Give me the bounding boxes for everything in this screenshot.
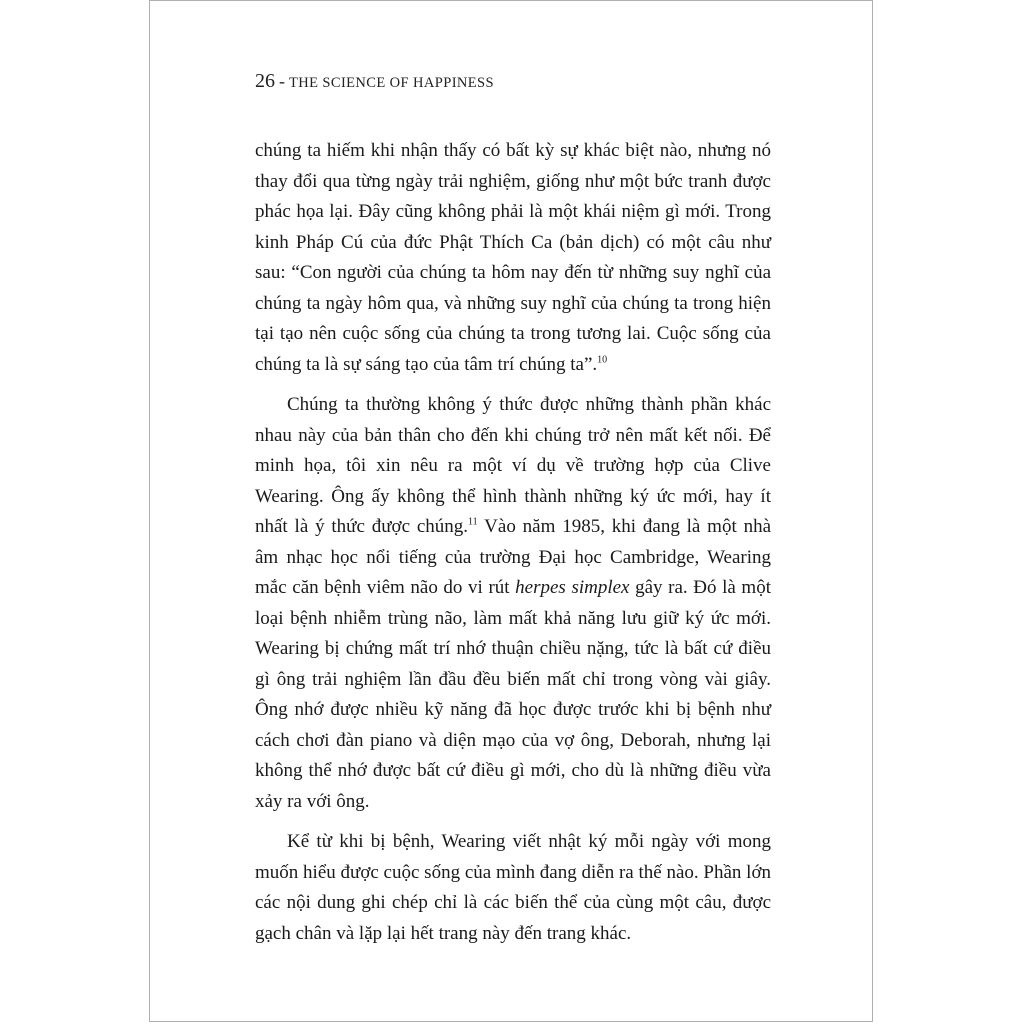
paragraph-3-text: Kể từ khi bị bệnh, Wearing viết nhật ký mỗi ngày với mong muốn hiểu được cuộc sống của mình đang diễn ra thế nào. Phần lớn các nội dung ghi chép chỉ là các biến thể của cùng một câu, được gạch chân và lặp lại hết trang này đến trang khác. (255, 831, 771, 944)
paragraph-2 (255, 390, 771, 817)
paragraph-1 (255, 136, 771, 380)
paragraph-2-text-b: Vào năm 1985, khi đang là một nhà âm nhạc học nổi tiếng của trường Đại học Cambridge, Wearing mắc căn bệnh viêm não do vi rút (255, 516, 771, 598)
footnote-marker-10: 10 (597, 354, 608, 366)
paragraph-3 (255, 827, 771, 949)
page-body (255, 136, 771, 959)
paragraph-2-text-a: Chúng ta thường không ý thức được những thành phần khác nhau này của bản thân cho đến khi chúng trở nên mất kết nối. Để minh họa, tôi xin nêu ra một ví dụ về trường hợp của Clive Wearing. Ông ấy không thể hình thành những ký ức mới, hay ít nhất là ý thức được chúng. (255, 394, 771, 537)
paragraph-2-text-c: gây ra. Đó là một loại bệnh nhiễm trùng não, làm mất khả năng lưu giữ ký ức mới. Wearing bị chứng mất trí nhớ thuận chiều nặng, tức là bất cứ điều gì ông trải nghiệm lần đầu đều biến mất chỉ trong vòng vài giây. Ông nhớ được nhiều kỹ năng đã học được trước khi bị bệnh như cách chơi đàn piano và diện mạo của vợ ông, Deborah, nhưng lại không thể nhớ được bất cứ điều gì mới, cho dù là những điều vừa xảy ra với ông. (255, 577, 771, 812)
page-number: 26 (255, 70, 275, 92)
paragraph-2-italic: herpes simplex (515, 577, 630, 598)
running-header (255, 70, 494, 93)
header-separator: - (279, 71, 285, 91)
footnote-marker-11: 11 (468, 516, 478, 528)
running-title: THE SCIENCE OF HAPPINESS (289, 75, 494, 91)
paragraph-1-text: chúng ta hiếm khi nhận thấy có bất kỳ sự khác biệt nào, nhưng nó thay đổi qua từng ngày trải nghiệm, giống như một bức tranh được phác họa lại. Đây cũng không phải là một khái niệm gì mới. Trong kinh Pháp Cú của đức Phật Thích Ca (bản dịch) có một câu như sau: “Con người của chúng ta hôm nay đến từ những suy nghĩ của chúng ta ngày hôm qua, và những suy nghĩ của chúng ta trong hiện tại tạo nên cuộc sống của chúng ta trong tương lai. Cuộc sống của chúng ta là sự sáng tạo của tâm trí chúng ta”. (255, 140, 771, 375)
